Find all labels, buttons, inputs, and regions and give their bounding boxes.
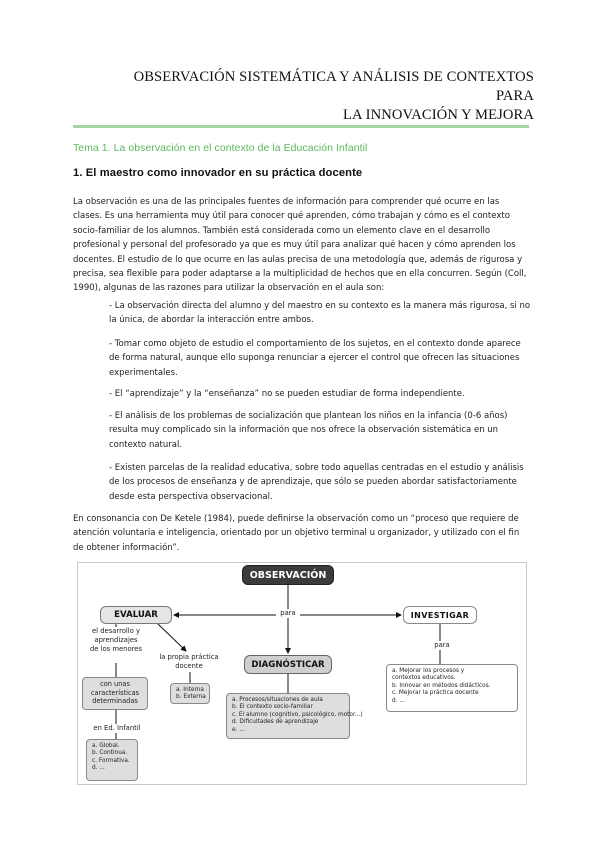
document-title <box>94 68 534 125</box>
bullet-item-1: - La observación directa del alumno y del maestro en su contexto es la manera más rigurosa, si no la única, de abordar la interacción entre ambos. <box>109 301 531 326</box>
invest-item-4: c. Mejorar la práctica docente <box>392 690 479 697</box>
label-para-top: para <box>276 609 300 618</box>
observation-concept-map <box>77 562 527 785</box>
caracteristicas-line3: determinadas <box>92 697 138 706</box>
invest-item-3: b. Innovar en métodos didácticos. <box>392 682 491 689</box>
label-desarrollo <box>78 627 154 654</box>
caracteristicas-line2: características <box>90 688 140 697</box>
label-desarrollo-line2: aprendizajes <box>94 636 138 644</box>
box-practica-tipos <box>170 683 210 704</box>
invest-item-2: contextos educativos. <box>392 675 456 682</box>
label-para-right: para <box>430 641 454 650</box>
title-divider <box>73 125 529 128</box>
node-diagnosticar: DIAGNÓSTICAR <box>244 655 332 674</box>
label-practica-line1: la propia práctica <box>159 653 219 661</box>
label-practica-line2: docente <box>175 662 203 670</box>
diag-item-2: b. El contexto socio-familiar <box>232 704 313 711</box>
diag-item-5: e. ... <box>232 726 245 733</box>
invest-item-1: a. Mejorar los procesos y <box>392 668 465 674</box>
box-investigacion-items <box>386 664 518 712</box>
section-heading: 1. El maestro como innovador en su práctica docente <box>73 167 363 179</box>
document-title-line1: OBSERVACIÓN SISTEMÁTICA Y ANÁLISIS DE CONTEXTOS PARA <box>133 69 534 104</box>
label-desarrollo-line1: el desarrollo y <box>91 627 141 635</box>
label-practica-docente <box>154 653 224 671</box>
bullet-item-5: - Existen parcelas de la realidad educativa, sobre todo aquellas centradas en el estudio y análisis de los procesos de enseñanza y de aprendizaje, que sólo se pueden abordar satisfactoriamente desde esta perspectiva observacional. <box>109 463 524 502</box>
diag-item-3: c. El alumno (cognitivo, psicológico, motor...) <box>232 711 363 718</box>
node-investigar: INVESTIGAR <box>403 606 477 624</box>
node-observacion: OBSERVACIÓN <box>242 565 334 585</box>
practica-interna: a. Interna <box>176 687 204 693</box>
box-caracteristicas <box>82 677 148 710</box>
bullet-item-3: - El “aprendizaje” y la “enseñanza” no se pueden estudiar de forma independiente. <box>109 389 465 399</box>
intro-paragraph: La observación es una de las principales fuentes de información para comprender qué ocurre en las clases. Es una herramienta muy útil para conocer qué aprenden, cómo trabajan y cómo es el contexto socio-familiar de los alumnos. También está considerada como un elemento clave en el desarrollo profesional y personal del profesorado ya que es muy útil para analizar qué hacen y cómo aprenden los docentes. El estudio de lo que ocurre en las aulas precisa de una metodología que, además de rigurosa y precisa, sea flexible para poder adaptarse a la multiplicidad de hechos que en ella concurren. Según (Coll, 1990), algunas de las razones para utilizar la observación en el aula son: <box>73 197 527 294</box>
diag-item-1: a. Procesos/situaciones de aula <box>232 697 323 703</box>
caracteristicas-line1: con unas <box>100 680 130 688</box>
bullet-item-2: - Tomar como objeto de estudio el comportamiento de los sujetos, en el contexto donde aparece de forma natural, aunque ello suponga renunciar a ejercer el control que ofrecen las situaciones experimentales. <box>109 339 521 378</box>
node-evaluar: EVALUAR <box>100 606 172 624</box>
tipo-continua: b. Continua. <box>92 750 128 757</box>
bullet-item-4: - El análisis de los problemas de socialización que plantean los niños en la infancia (0-6 años) resulta muy complicado sin la información que nos ofrece la observación sistemática en un contexto natural. <box>109 411 508 450</box>
tipo-global: a. Global. <box>92 743 120 749</box>
tema-heading: Tema 1. La observación en el contexto de la Educación Infantil <box>73 143 368 154</box>
label-ed-infantil: en Ed. Infantil <box>93 724 141 732</box>
document-title-line2: LA INNOVACIÓN Y MEJORA <box>343 107 534 123</box>
tipo-etc: d. ... <box>92 765 105 772</box>
connector-evaluar-practica <box>158 624 186 651</box>
box-diagnostico-items <box>226 693 363 739</box>
closing-paragraph: En consonancia con De Ketele (1984), puede definirse la observación como un “proceso que requiere de atención voluntaria e inteligencia, orientado por un objetivo terminal u organizador, y utilizado con el fin de obtener información”. <box>73 514 520 553</box>
label-desarrollo-line3: de los menores <box>89 645 143 653</box>
tipo-formativa: c. Formativa. <box>92 757 130 764</box>
invest-item-5: d. ... <box>392 697 405 704</box>
diag-item-4: d. Dificultades de aprendizaje <box>232 719 319 726</box>
box-tipos-evaluacion <box>86 739 138 781</box>
practica-externa: b. Externa <box>176 694 206 701</box>
